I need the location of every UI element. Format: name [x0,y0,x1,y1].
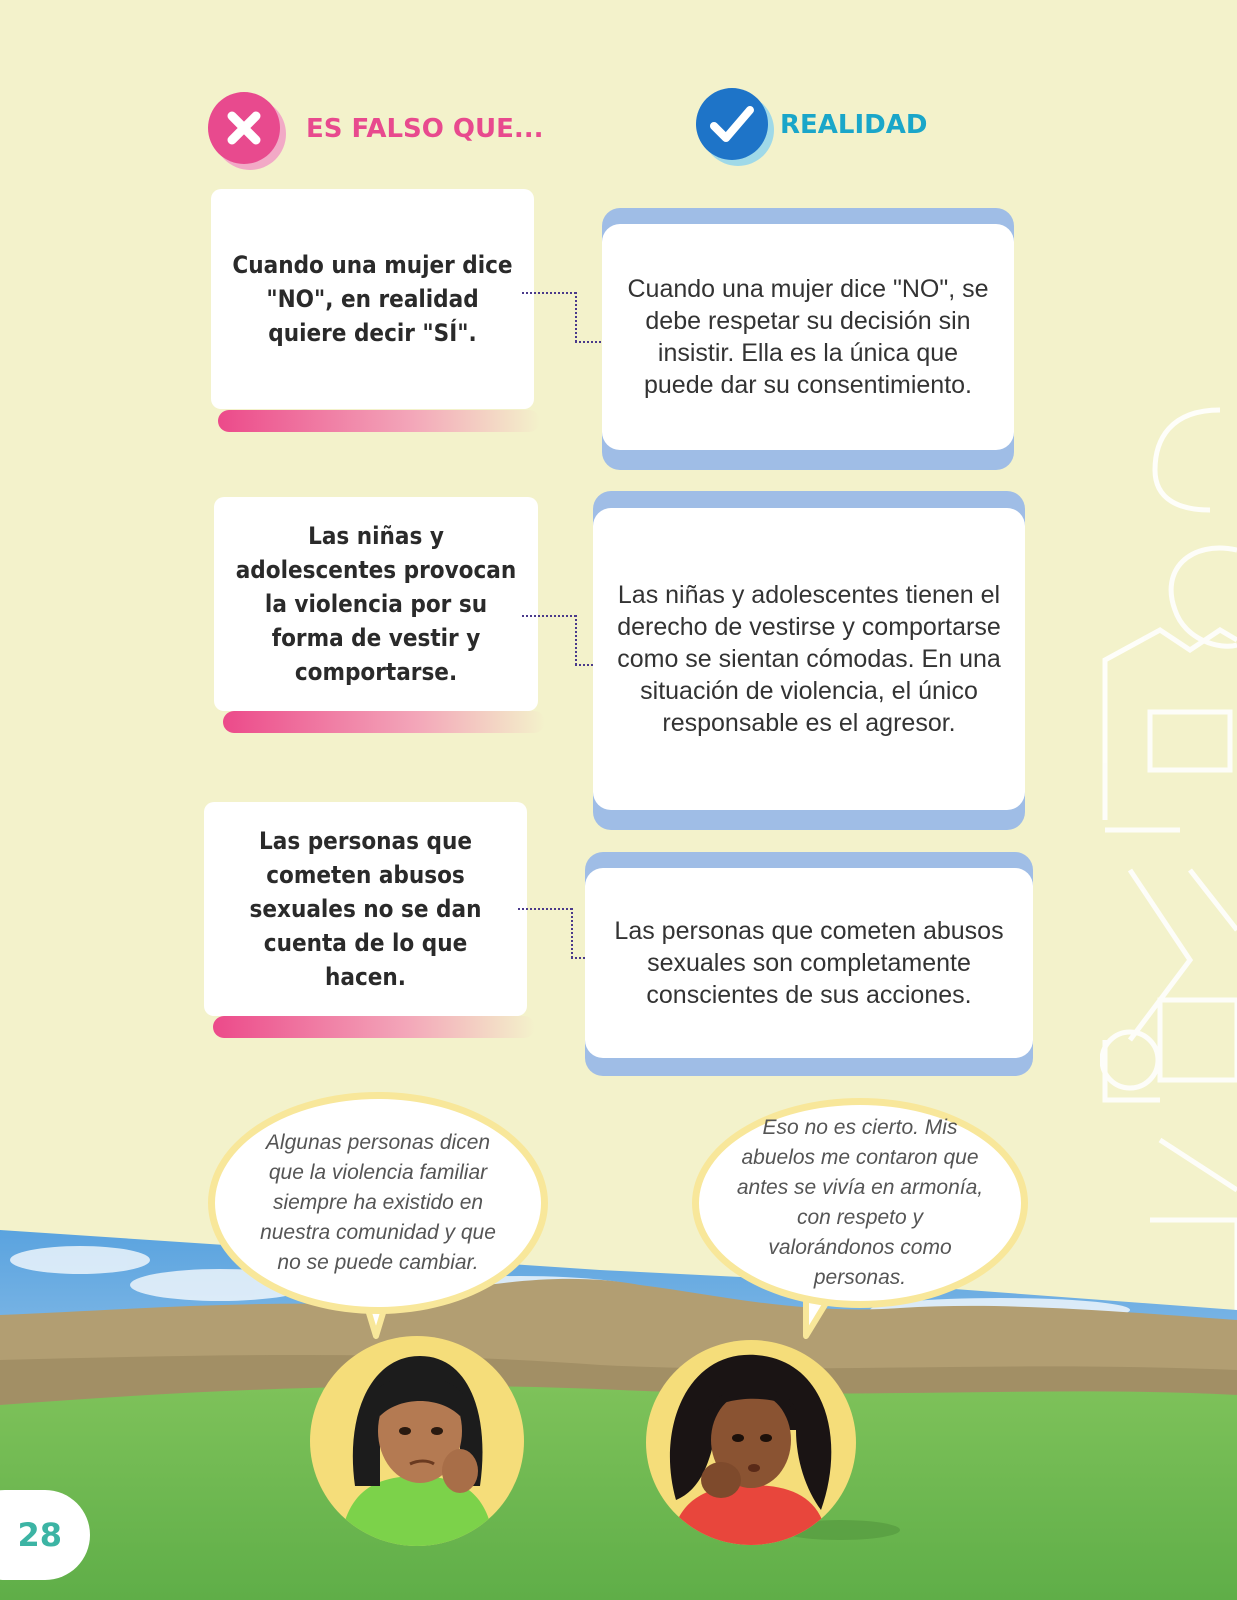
reality-card-2: Las niñas y adolescentes tienen el derecho de vestirse y comportarse como se sientan cómodas. En una situación de violencia, el único responsable es el agresor. [593,508,1025,810]
connector-line [522,292,576,294]
x-mark-icon [208,92,280,164]
girl-right-illustration [646,1340,856,1545]
reality-header-label: REALIDAD [780,110,928,140]
check-mark-icon [696,88,768,160]
myth-header-label: ES FALSO QUE... [306,114,544,144]
connector-line [575,292,577,342]
myth-card-2: Las niñas y adolescentes provocan la violencia por su forma de vestir y comportarse. [214,497,538,711]
connector-line [522,615,576,617]
page-number: 28 [0,1490,90,1580]
speech-bubble-left: Algunas personas dicen que la violencia familiar siempre ha existido en nuestra comunidad y que no se puede cambiar. [208,1092,548,1314]
myth-card-3: Las personas que cometen abusos sexuales no se dan cuenta de lo que hacen. [204,802,527,1016]
speech-bubble-right: Eso no es cierto. Mis abuelos me contaron que antes se vivía en armonía, con respeto y valorándonos como personas. [692,1098,1028,1308]
connector-line [571,908,573,958]
connector-line [575,341,605,343]
girl-left-illustration [310,1336,524,1546]
landscape-illustration [0,1190,1237,1600]
connector-line [575,615,577,665]
myth-card-accent [223,711,545,733]
reality-card-3: Las personas que cometen abusos sexuales son completamente conscientes de sus acciones. [585,868,1033,1058]
myth-card-accent [218,410,540,432]
myth-card-accent [213,1016,535,1038]
myth-card-1: Cuando una mujer dice "NO", en realidad quiere decir "SÍ". [211,189,534,409]
connector-line [518,908,572,910]
reality-card-1: Cuando una mujer dice "NO", se debe respetar su decisión sin insistir. Ella es la única que puede dar su consentimiento. [602,224,1014,450]
